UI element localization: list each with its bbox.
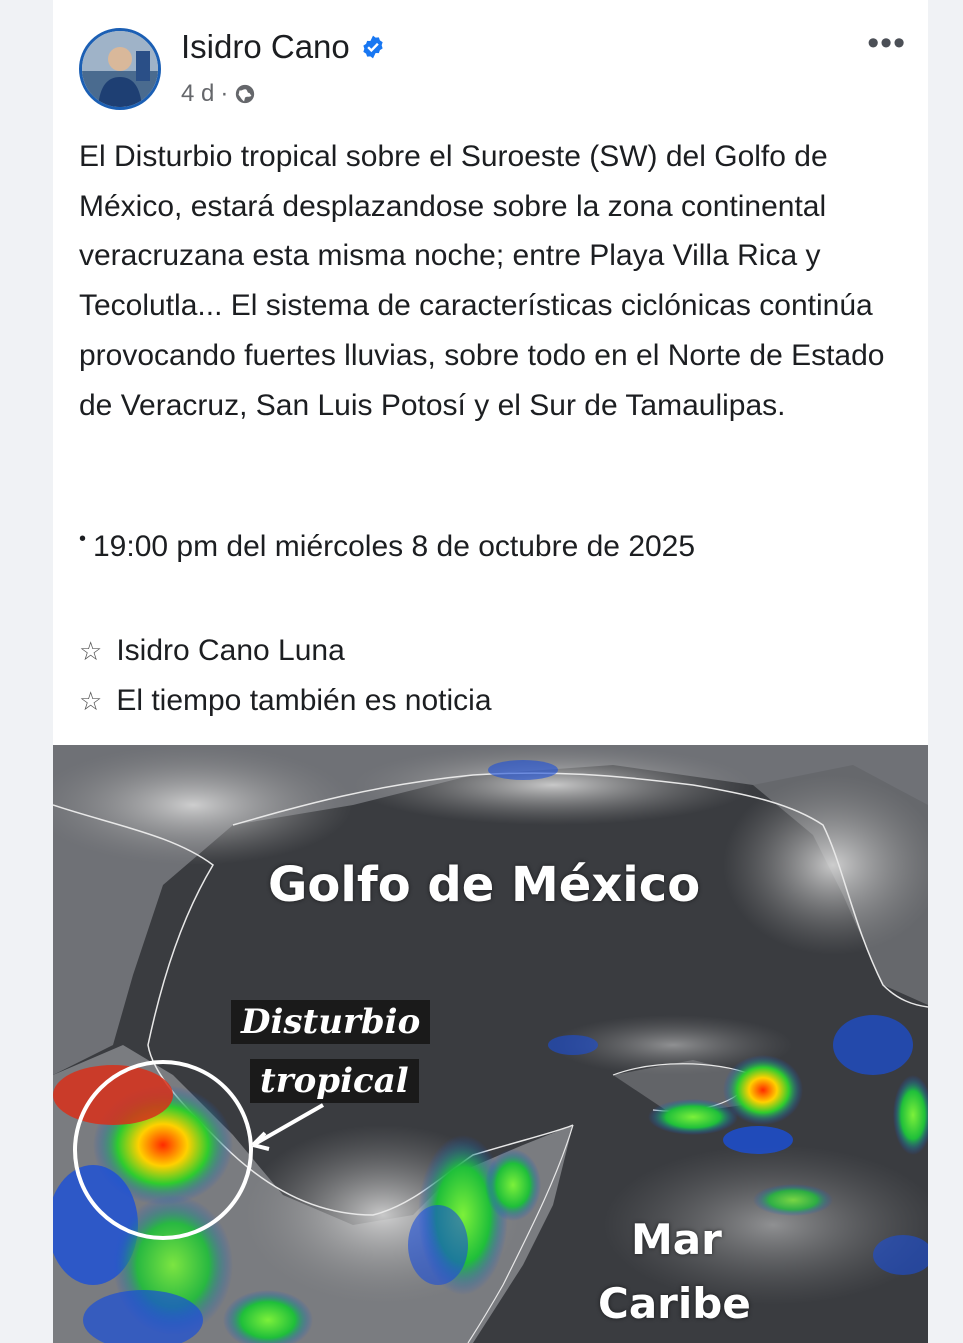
facebook-post-card (53, 0, 928, 1343)
post-header (53, 0, 928, 120)
meta-separator: · (220, 80, 229, 107)
bullet-point: • (79, 527, 87, 550)
author-avatar[interactable] (79, 28, 161, 110)
star-icon: ☆ (79, 635, 103, 666)
star-icon: ☆ (79, 685, 103, 716)
post-meta (181, 80, 256, 108)
satellite-imagery (53, 745, 928, 1343)
avatar-image (82, 31, 158, 107)
credit-line (79, 634, 345, 668)
caribbean-label-line1: Mar (631, 1215, 722, 1264)
globe-icon (234, 83, 256, 105)
disturbance-label-line1: Disturbio (231, 1000, 430, 1044)
post-time[interactable]: 4 d (181, 80, 215, 107)
verified-badge-icon (360, 34, 386, 60)
author-name-row (181, 28, 386, 66)
gulf-of-mexico-label: Golfo de México (268, 857, 701, 913)
timestamp-text: 19:00 pm del miércoles 8 de octubre de 2025 (93, 530, 696, 563)
credit-text: El tiempo también es noticia (116, 684, 492, 717)
author-name[interactable]: Isidro Cano (181, 28, 350, 65)
more-options-icon[interactable]: ••• (867, 24, 906, 62)
post-body-text: El Disturbio tropical sobre el Suroeste (SW) del Golfo de México, estará desplazandose sobre la zona continental veracruzana esta misma noche; entre Playa Villa Rica y Tecolutla... El sistema de características ciclónicas continúa provocando fuertes lluvias, sobre todo en el Norte de Estado de Veracruz, San Luis Potosí y el Sur de Tamaulipas. (79, 140, 885, 422)
caribbean-label-line2: Caribe (598, 1279, 751, 1328)
satellite-map-image[interactable] (53, 745, 928, 1343)
credit-text: Isidro Cano Luna (116, 634, 345, 667)
credit-line (79, 684, 492, 718)
disturbance-label-line2: tropical (250, 1059, 419, 1103)
timestamp-line (79, 527, 696, 564)
